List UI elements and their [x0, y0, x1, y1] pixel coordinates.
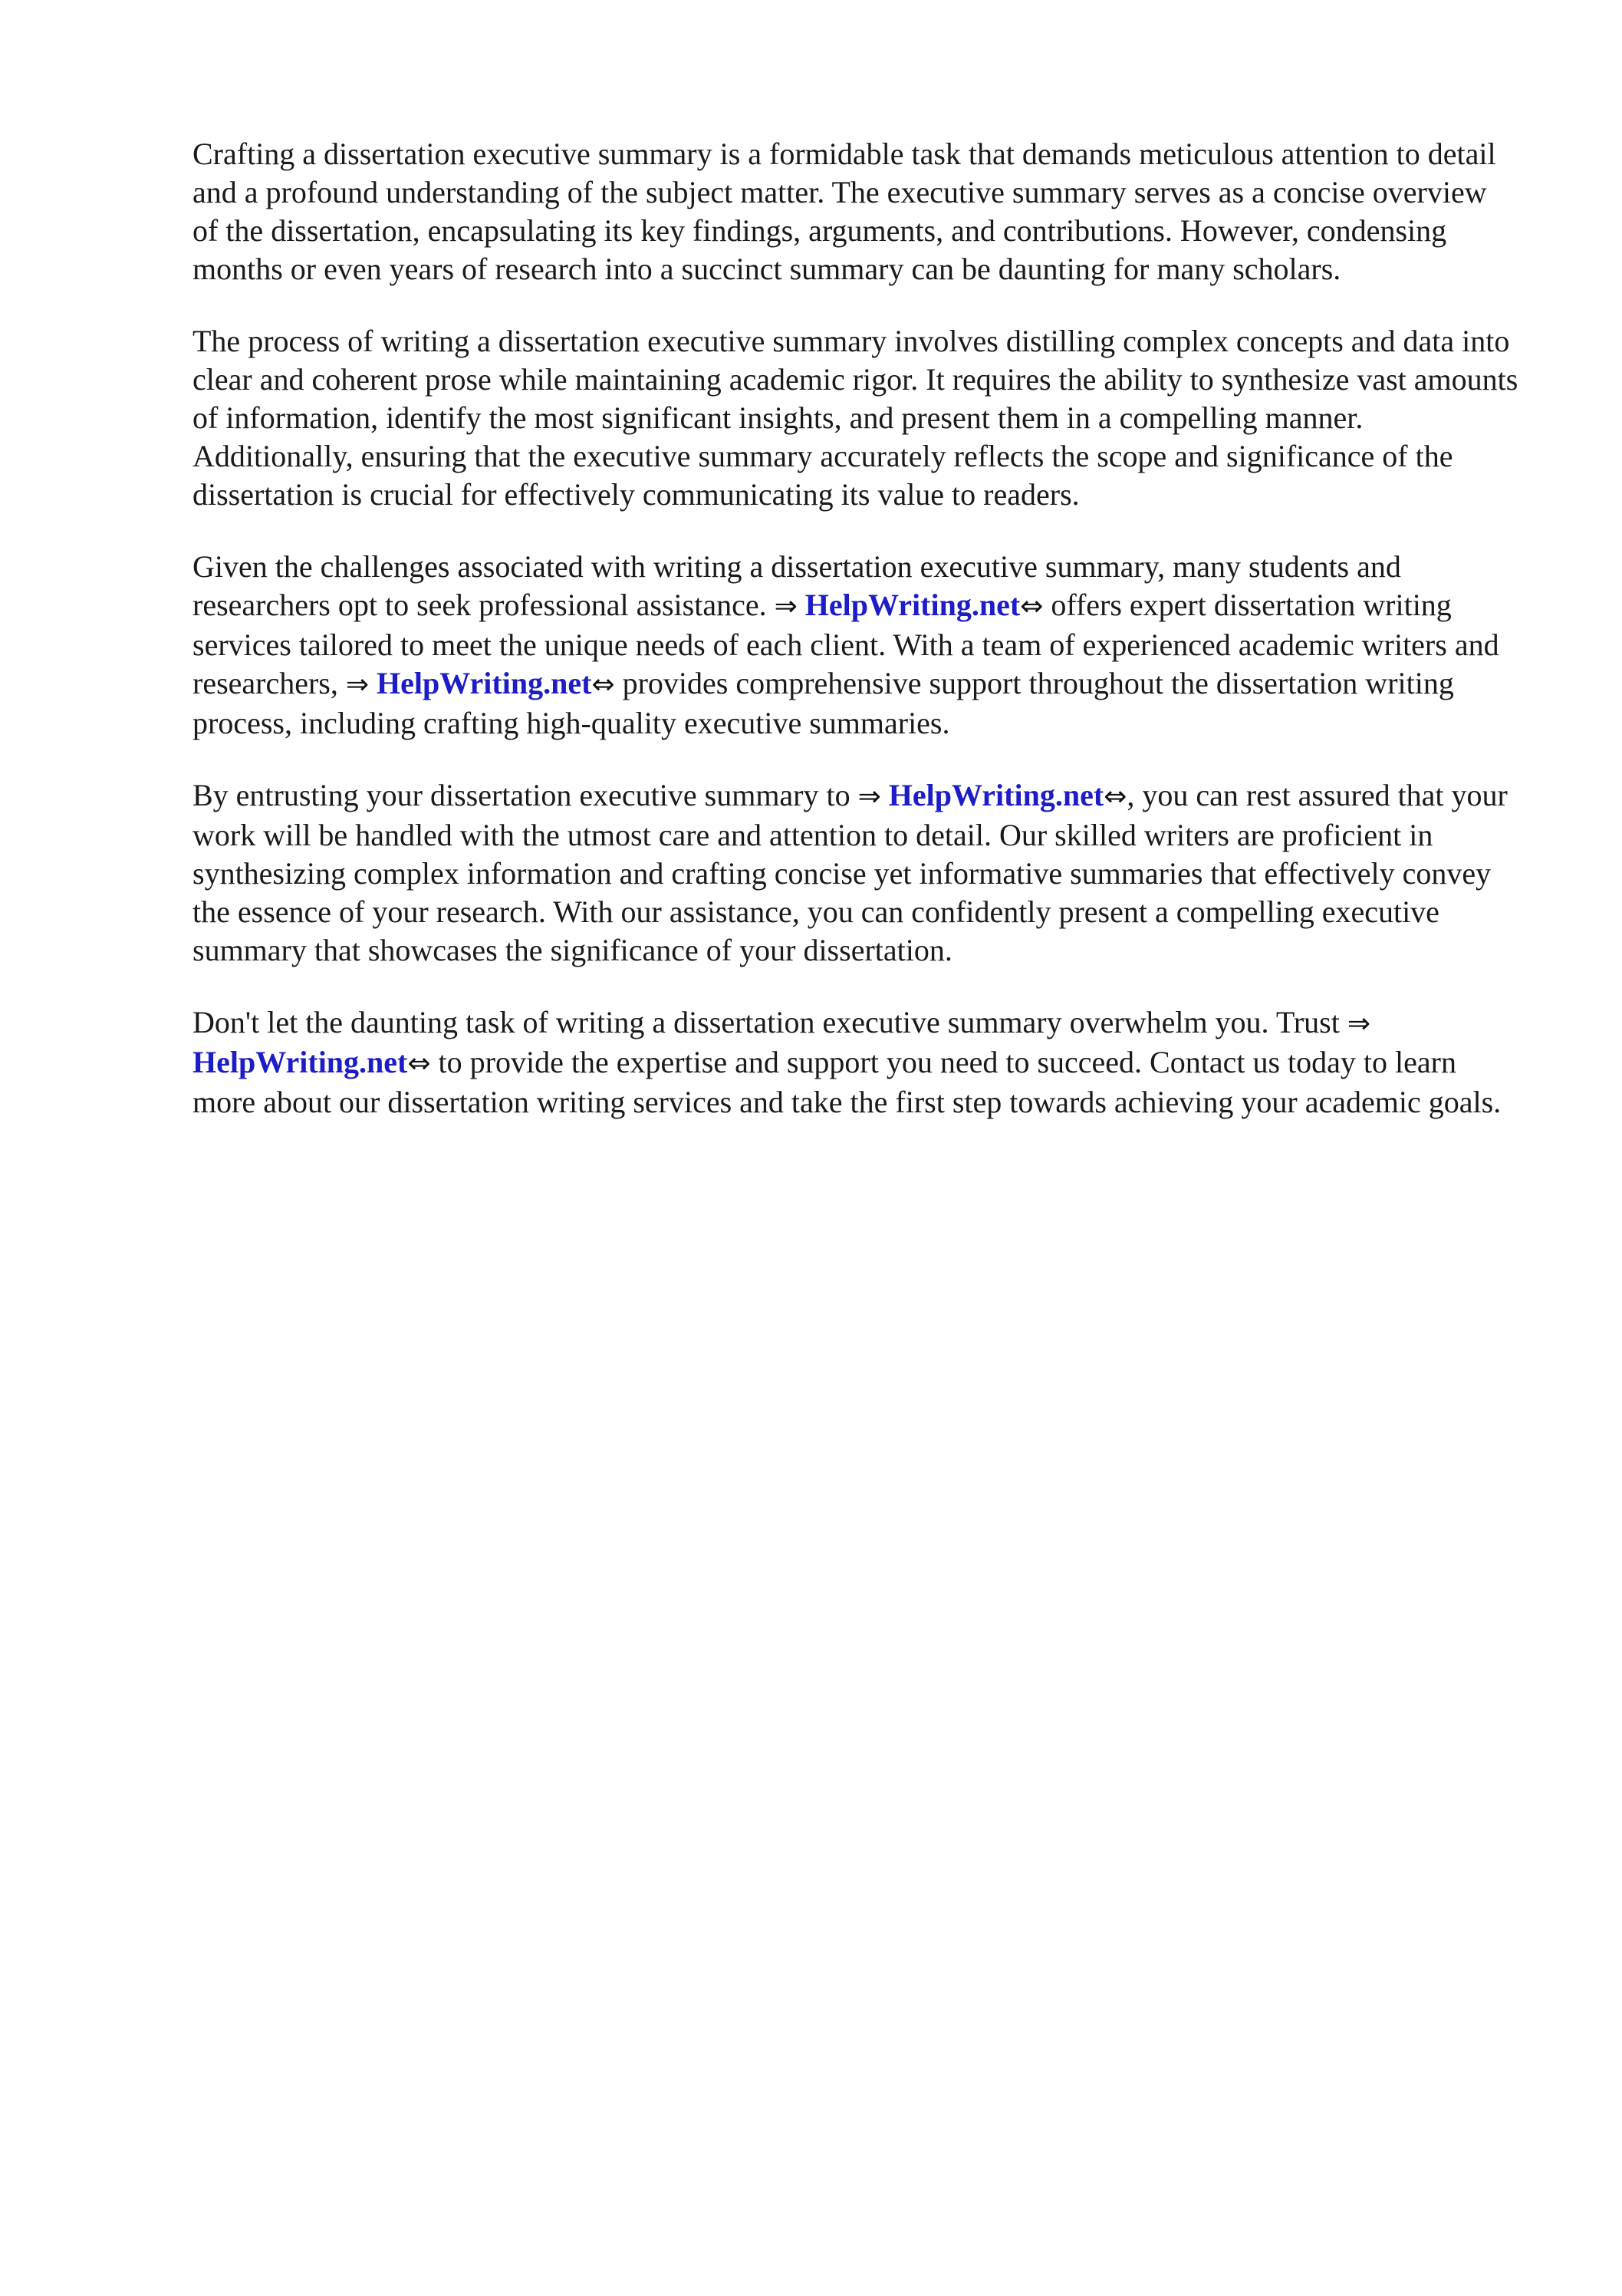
- helpwriting-link[interactable]: HelpWriting.net: [888, 778, 1104, 812]
- document-body: [192, 135, 1519, 1155]
- paragraph-5-text-1: Don't let the daunting task of writing a dissertation executive summary overwhelm you. Trust: [192, 1005, 1347, 1039]
- right-arrow-icon: ⇒: [345, 669, 370, 700]
- helpwriting-link[interactable]: HelpWriting.net: [804, 588, 1021, 622]
- paragraph-4: [192, 776, 1519, 970]
- double-arrow-icon: ⇔: [1020, 591, 1044, 622]
- double-arrow-icon: ⇔: [1104, 781, 1127, 812]
- paragraph-5-text-2: to provide the expertise and support you need to succeed. Contact us today to learn more about our dissertation writing services and take the first step towards achieving your academic goals.: [192, 1045, 1502, 1119]
- paragraph-4-text-2: , you can rest assured that your work will be handled with the utmost care and attention to detail. Our skilled writers are proficient in synthesizing complex information and crafting concise yet informative summaries that effectively convey the essence of your research. With our assistance, you can confidently present a compelling executive summary that showcases the significance of your dissertation.: [192, 778, 1508, 967]
- paragraph-3-text-3: provides comprehensive support throughout the dissertation writing process, including crafting high-quality executive summaries.: [192, 666, 1454, 740]
- right-arrow-icon: ⇒: [857, 781, 881, 812]
- paragraph-1: Crafting a dissertation executive summary is a formidable task that demands meticulous attention to detail and a profound understanding of the subject matter. The executive summary serves as a concise overview of the dissertation, encapsulating its key findings, arguments, and contributions. However, condensing months or even years of research into a succinct summary can be daunting for many scholars.: [192, 137, 1496, 286]
- double-arrow-icon: ⇔: [407, 1048, 431, 1079]
- right-arrow-icon: ⇒: [774, 591, 798, 622]
- paragraph-3-text-1: Given the challenges associated with writing a dissertation executive summary, many students and researchers opt to seek professional assistance.: [192, 549, 1401, 622]
- double-arrow-icon: ⇔: [591, 669, 615, 700]
- helpwriting-link[interactable]: HelpWriting.net: [192, 1045, 408, 1079]
- right-arrow-icon: ⇒: [1347, 1008, 1371, 1039]
- paragraph-5: [192, 1003, 1519, 1122]
- paragraph-2: The process of writing a dissertation executive summary involves distilling complex concepts and data into clear and coherent prose while maintaining academic rigor. It requires the ability to synthesize vast amounts of information, identify the most significant insights, and present them in a compelling manner. Additionally, ensuring that the executive summary accurately reflects the scope and significance of the dissertation is crucial for effectively communicating its value to readers.: [192, 324, 1518, 512]
- helpwriting-link[interactable]: HelpWriting.net: [377, 666, 592, 700]
- paragraph-4-text-1: By entrusting your dissertation executive summary to: [192, 778, 858, 812]
- paragraph-3: [192, 548, 1519, 743]
- paragraph-3-text-2: offers expert dissertation writing services tailored to meet the unique needs of each client. With a team of experienced academic writers and researchers,: [192, 588, 1499, 700]
